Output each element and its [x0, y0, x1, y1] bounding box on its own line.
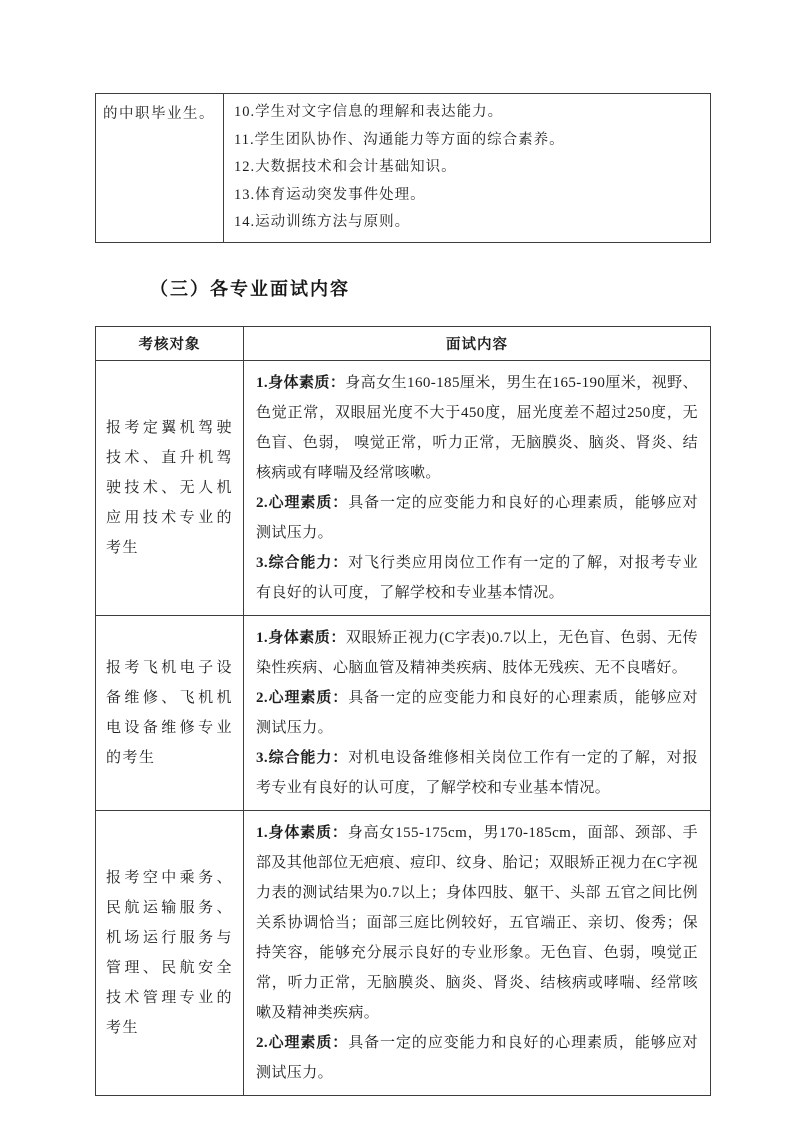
interview-table	[95, 326, 711, 1096]
item-label: 3.综合能力：	[256, 749, 349, 766]
item-text: 具备一定的应变能力和良好的心理素质，能够应对测试压力。	[256, 689, 698, 736]
content-cell	[244, 615, 711, 810]
item-text: 对机电设备维修相关岗位工作有一定的了解，对报考专业有良好的认可度，了解学校和专业基本情况。	[256, 749, 698, 796]
content-cell	[244, 810, 711, 1095]
item-text: 身高女生160-185厘米，男生在165-190厘米，视野、色觉正常，双眼屈光度不大于450度，屈光度差不超过250度，无色盲、色弱， 嗅觉正常，听力正常，无脑膜炎、脑炎、肾炎、结核病或有哮喘及经常咳嗽。	[256, 374, 698, 481]
interview-item	[256, 743, 698, 803]
table-row	[96, 94, 711, 243]
item-label: 1.身体素质：	[256, 374, 346, 391]
criteria-item: 14.运动训练方法与原则。	[234, 214, 411, 230]
table-header-row	[96, 326, 711, 360]
criteria-item: 10.学生对文字信息的理解和表达能力。	[234, 104, 504, 120]
interview-item	[256, 488, 698, 548]
table-row	[96, 810, 711, 1095]
interview-item	[256, 368, 698, 488]
item-label: 3.综合能力：	[256, 554, 349, 571]
document-content	[95, 93, 711, 1096]
item-text: 双眼矫正视力(C字表)0.7以上，无色盲、色弱、无传染性疾病、心脑血管及精神类疾病、肢体无残疾、无不良嗜好。	[256, 629, 698, 676]
item-label: 2.心理素质：	[256, 1034, 349, 1051]
header-cell-target: 考核对象	[96, 326, 244, 360]
criteria-item: 13.体育运动突发事件处理。	[234, 186, 426, 203]
interview-item	[256, 818, 698, 1028]
item-text: 具备一定的应变能力和良好的心理素质，能够应对测试压力。	[256, 494, 698, 541]
target-cell: 报考飞机电子设备维修、飞机机电设备维修专业的考生	[96, 615, 244, 810]
interview-item	[256, 548, 698, 608]
header-cell-content: 面试内容	[244, 326, 711, 360]
item-label: 1.身体素质：	[256, 824, 348, 841]
item-label: 1.身体素质：	[256, 629, 346, 646]
item-label: 2.心理素质：	[256, 494, 349, 511]
item-text: 具备一定的应变能力和良好的心理素质，能够应对测试压力。	[256, 1034, 698, 1081]
item-text: 对飞行类应用岗位工作有一定的了解，对报考专业有良好的认可度，了解学校和专业基本情况。	[256, 554, 698, 601]
target-cell: 报考空中乘务、民航运输服务、机场运行服务与管理、民航安全技术管理专业的考生	[96, 810, 244, 1095]
criteria-item: 12.大数据技术和会计基础知识。	[234, 159, 457, 175]
criteria-item: 11.学生团队协作、沟通能力等方面的综合素养。	[234, 131, 565, 148]
item-label: 2.心理素质：	[256, 689, 349, 706]
target-cell: 报考定翼机驾驶技术、直升机驾驶技术、无人机应用技术专业的考生	[96, 360, 244, 615]
section-heading: （三）各专业面试内容	[150, 278, 350, 299]
interview-item	[256, 623, 698, 683]
table-row	[96, 615, 711, 810]
table-row	[96, 360, 711, 615]
item-text: 身高女155-175cm，男170-185cm，面部、颈部、手部及其他部位无疤痕、痘印、纹身、胎记；双眼矫正视力在C字视力表的测试结果为0.7以上；身体四肢、躯干、头部 五官之间比例关系协调恰当；面部三庭比例较好，五官端正、亲切、俊秀；保持笑容，能够充分展示良好的专业形象。无色盲、色弱，嗅觉正常，听力正常，无脑膜炎、脑炎、肾炎、结核病或哮喘、经常咳嗽及精神类疾病。	[256, 824, 698, 1021]
content-cell	[244, 360, 711, 615]
interview-item	[256, 683, 698, 743]
continuation-table	[95, 93, 711, 243]
interview-item	[256, 1028, 698, 1088]
criteria-cell	[224, 94, 711, 243]
examinee-cell: 的中职毕业生。	[96, 94, 224, 243]
